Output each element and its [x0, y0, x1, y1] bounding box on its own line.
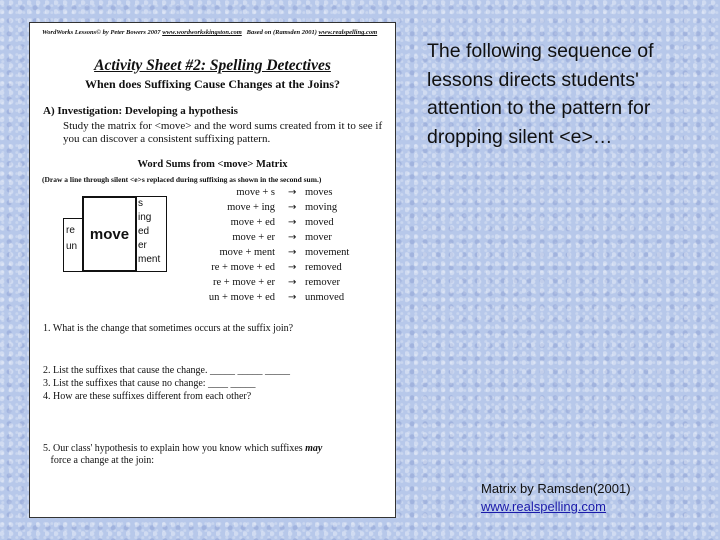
matrix-prefix-box	[63, 218, 83, 272]
matrix-suffix: ment	[138, 254, 161, 265]
matrix-note: (Draw a line through silent <e>s replaced during suffixing as shown in the second sum.)	[42, 175, 322, 184]
word-sum-row: re + move + er → remover	[213, 277, 340, 288]
matrix-prefix: re	[66, 225, 75, 236]
attribution-text: Matrix by Ramsden(2001)	[481, 481, 631, 496]
question-5: 5. Our class' hypothesis to explain how you know which suffixes may force a change at the join:	[43, 443, 323, 466]
matrix-prefix: un	[66, 241, 78, 252]
instruction-text: Study the matrix for <move> and the word sums created from it to see if you can discover a consistent suffixing pattern.	[63, 120, 383, 145]
attribution	[481, 480, 631, 516]
realspelling-link[interactable]: www.realspelling.com	[481, 499, 606, 514]
worksheet-title: Activity Sheet #2: Spelling Detectives	[94, 57, 331, 74]
worksheet-image	[29, 22, 396, 518]
arrow-icon: →	[288, 232, 297, 243]
matrix-suffix: ed	[138, 226, 150, 237]
matrix-title: Word Sums from <move> Matrix	[137, 159, 288, 170]
arrow-icon: →	[288, 217, 297, 228]
word-sum-row: move + s → moves	[236, 187, 333, 198]
arrow-icon: →	[288, 202, 297, 213]
worksheet-credit: WordWorks Lessons© by Peter Bowers 2007 www.wordworkskingston.com Based on (Ramsden 2001) www.realspelling.com	[42, 29, 378, 36]
word-sum-row: move + ment → movement	[219, 247, 350, 258]
word-sum-row: move + ed → moved	[230, 217, 334, 228]
matrix-base: move	[82, 196, 137, 272]
arrow-icon: →	[288, 262, 297, 273]
arrow-icon: →	[288, 292, 297, 303]
question-2: 2. List the suffixes that cause the change. _____ _____ _____	[43, 365, 290, 376]
matrix-suffix: er	[138, 240, 147, 251]
section-a-heading: A) Investigation: Developing a hypothesis	[43, 105, 238, 117]
word-sum-row: move + er → mover	[232, 232, 332, 243]
arrow-icon: →	[288, 187, 297, 198]
slide-body-text: The following sequence of lessons directs students' attention to the pattern for dropping silent <e>…	[427, 40, 654, 148]
question-4: 4. How are these suffixes different from each other?	[43, 391, 252, 402]
word-sum-row: re + move + ed → removed	[211, 262, 342, 273]
question-1: 1. What is the change that sometimes occurs at the suffix join?	[43, 323, 294, 334]
matrix-suffix: ing	[138, 212, 152, 223]
worksheet-subtitle: When does Suffixing Cause Changes at the Joins?	[84, 77, 341, 91]
word-sum-row: move + ing → moving	[227, 202, 338, 213]
arrow-icon: →	[288, 277, 297, 288]
arrow-icon: →	[288, 247, 297, 258]
matrix-suffix: s	[138, 198, 143, 209]
word-sum-row: un + move + ed → unmoved	[208, 292, 345, 303]
question-3: 3. List the suffixes that cause no change: ____ _____	[43, 378, 256, 389]
